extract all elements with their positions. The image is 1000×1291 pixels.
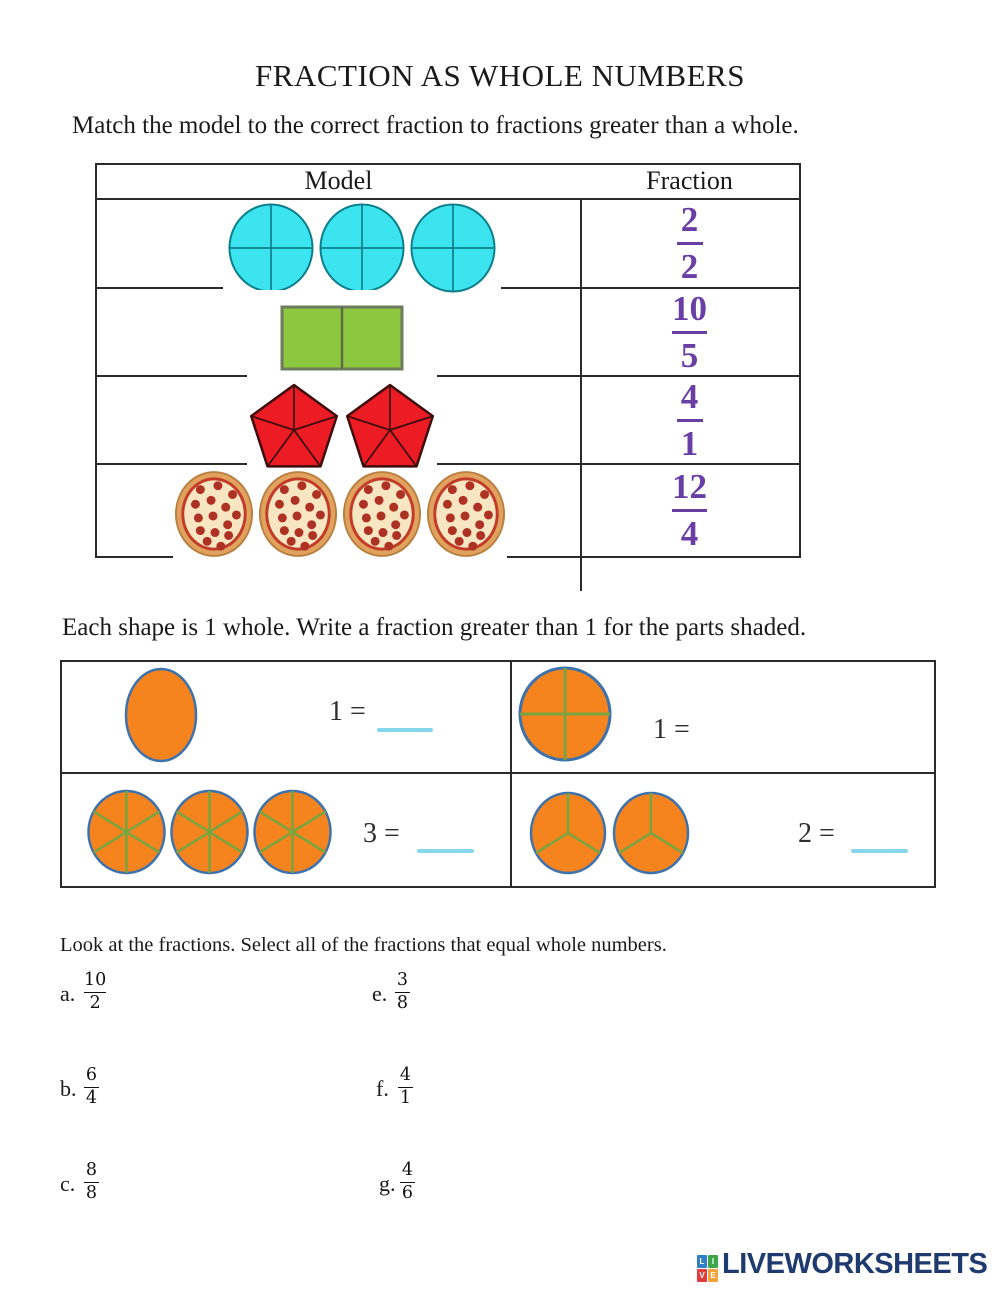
matching-table-header: [97, 165, 799, 200]
option-denominator: 6: [401, 1183, 414, 1203]
fraction-bar: [672, 509, 707, 512]
section2-instruction: Each shape is 1 whole. Write a fraction greater than 1 for the parts shaded.: [62, 614, 807, 641]
pizza-icon: [426, 470, 506, 558]
fraction-option-4[interactable]: [580, 465, 799, 556]
logo-tile-v: V: [697, 1269, 707, 1282]
pizza-icon: [174, 470, 254, 558]
equation-label-3: 3 =: [363, 818, 400, 849]
fraction-option-2[interactable]: [580, 289, 799, 375]
circle-sixths-icon: [169, 789, 250, 875]
option-f-label: f.: [376, 1076, 389, 1101]
model-circles-fourths[interactable]: [223, 200, 501, 296]
section1-instruction: Match the model to the correct fraction to fractions greater than a whole.: [72, 112, 799, 139]
matching-table: [95, 163, 801, 558]
circle-fourths-icon: [409, 202, 497, 294]
matching-table-body: [97, 200, 799, 556]
option-e-fraction[interactable]: [395, 971, 410, 1013]
option-denominator: 4: [85, 1088, 98, 1108]
logo-tile-l: L: [697, 1255, 707, 1268]
option-numerator: 4: [401, 1160, 414, 1180]
logo-tile-i: I: [708, 1255, 718, 1268]
shape-circle-fourths: [517, 665, 613, 763]
fraction-numerator: 2: [680, 200, 699, 239]
circle-fourths-icon: [227, 202, 315, 294]
rectangle-halves-icon: [280, 305, 404, 371]
option-numerator: 3: [396, 970, 409, 990]
fraction-bar: [677, 419, 703, 422]
liveworksheets-logo-icon: [697, 1255, 718, 1282]
fraction-bar: [677, 242, 703, 245]
circle-thirds-icon: [611, 791, 691, 875]
answer-blank-1[interactable]: [377, 728, 433, 732]
option-numerator: 6: [85, 1065, 98, 1085]
liveworksheets-wordmark: LIVEWORKSHEETS: [722, 1248, 988, 1280]
equation-label-1: 1 =: [329, 696, 366, 727]
option-a-label: a.: [60, 981, 76, 1006]
option-denominator: 8: [85, 1183, 98, 1203]
logo-tile-e: E: [708, 1269, 718, 1282]
option-c-label: c.: [60, 1171, 76, 1196]
page-title: FRACTION AS WHOLE NUMBERS: [255, 58, 745, 93]
shape-oval-whole: [124, 667, 198, 763]
circle-fourths-orange-icon: [517, 665, 613, 763]
pizza-icon: [342, 470, 422, 558]
pentagon-fifths-icon: [343, 380, 437, 472]
section3-instruction: Look at the fractions. Select all of the fractions that equal whole numbers.: [60, 934, 667, 956]
option-g-label: g.: [379, 1171, 396, 1196]
table-row-divider: [62, 772, 934, 774]
fraction-numerator: 4: [680, 376, 699, 416]
option-a-fraction[interactable]: [84, 971, 106, 1013]
option-b-fraction[interactable]: [84, 1066, 99, 1108]
pentagon-fifths-icon: [247, 380, 341, 472]
option-denominator: 1: [399, 1088, 412, 1108]
circle-sixths-icon: [252, 789, 333, 875]
fraction-option-1[interactable]: [580, 200, 799, 287]
table-column-divider: [510, 662, 512, 886]
fraction-denominator: 1: [680, 423, 699, 463]
circle-sixths-icon: [86, 789, 167, 875]
option-denominator: 2: [89, 993, 101, 1013]
circle-thirds-icon: [528, 791, 608, 875]
shapes-circles-sixths: [86, 789, 333, 875]
column-header-fraction: Fraction: [646, 166, 733, 195]
shapes-circles-thirds: [528, 791, 691, 875]
fraction-option-3[interactable]: [580, 377, 799, 463]
fraction-denominator: 4: [680, 514, 699, 553]
shaded-parts-table: [60, 660, 936, 888]
fraction-numerator: 10: [672, 288, 707, 328]
model-pentagons-fifths[interactable]: [247, 380, 437, 472]
option-b-label: b.: [60, 1076, 77, 1101]
option-f-fraction[interactable]: [398, 1066, 413, 1108]
circle-fourths-icon: [318, 202, 406, 294]
option-numerator: 10: [84, 970, 107, 990]
model-rectangle-halves[interactable]: [247, 290, 437, 385]
fraction-denominator: 2: [680, 247, 699, 286]
option-g-fraction[interactable]: [400, 1161, 415, 1203]
equation-label-4: 2 =: [798, 818, 835, 849]
fraction-bar: [672, 331, 707, 334]
fraction-denominator: 5: [680, 335, 699, 375]
column-header-model: Model: [304, 166, 373, 195]
oval-whole-icon: [124, 667, 198, 763]
pizza-icon: [258, 470, 338, 558]
option-e-label: e.: [372, 981, 388, 1006]
answer-blank-4[interactable]: [851, 849, 908, 853]
option-denominator: 8: [396, 993, 409, 1013]
model-pizzas[interactable]: [173, 470, 507, 558]
equation-label-2: 1 =: [653, 714, 690, 745]
option-numerator: 4: [399, 1065, 412, 1085]
option-c-fraction[interactable]: [84, 1161, 99, 1203]
answer-blank-3[interactable]: [417, 849, 474, 853]
fraction-numerator: 12: [672, 467, 707, 506]
option-numerator: 8: [85, 1160, 98, 1180]
